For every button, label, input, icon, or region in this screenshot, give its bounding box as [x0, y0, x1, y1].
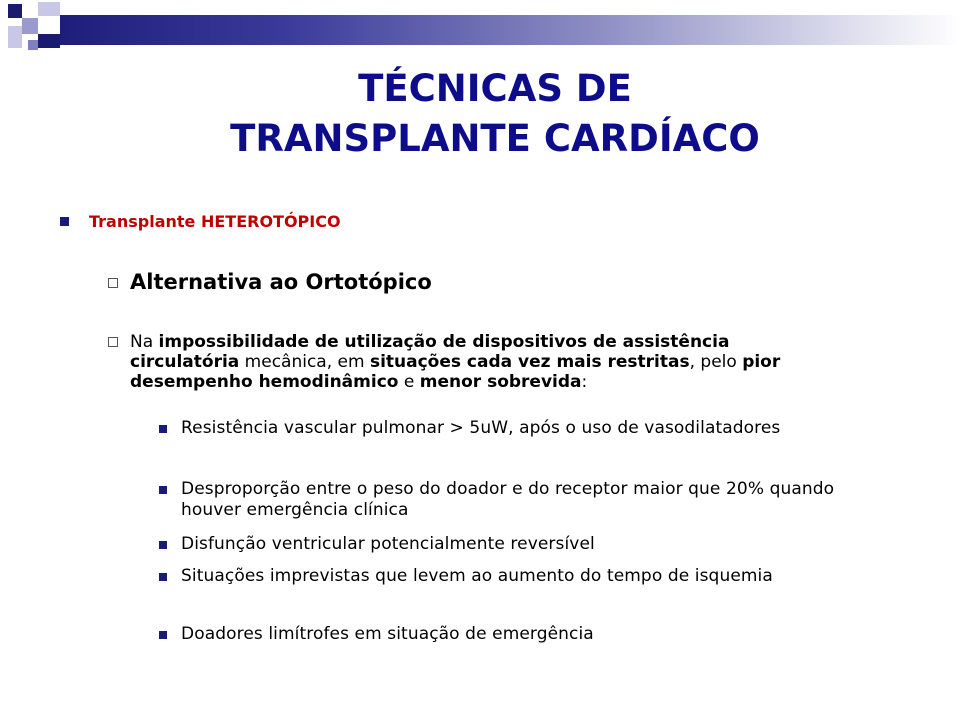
- bold-run: menor sobrevida: [419, 372, 582, 392]
- bullet-heterotopic: [60, 212, 341, 231]
- description-paragraph: [108, 332, 843, 392]
- text-run: :: [581, 372, 588, 392]
- hollow-square-bullet-icon: [108, 278, 118, 288]
- paragraph-text: [130, 332, 843, 392]
- deco-square: [22, 18, 38, 34]
- list-item: [159, 624, 864, 645]
- deco-square: [38, 2, 60, 16]
- deco-square: [8, 4, 22, 18]
- deco-square: [28, 40, 38, 50]
- square-bullet-icon: [159, 573, 167, 581]
- square-bullet-icon: [159, 631, 167, 639]
- square-bullet-icon: [60, 217, 69, 226]
- square-bullet-icon: [159, 486, 167, 494]
- title-line-2: TRANSPLANTE CARDÍACO: [230, 117, 760, 160]
- sub-heading: [108, 270, 432, 294]
- list-item: [159, 566, 864, 587]
- slide-title: [150, 64, 840, 164]
- bold-run: impossibilidade de utilização de dispositivos de assistência circulatória: [130, 332, 730, 372]
- title-line-1: TÉCNICAS DE: [358, 67, 632, 110]
- header-gradient-bar: [60, 15, 960, 45]
- bullet-label: Transplante HETEROTÓPICO: [89, 212, 341, 231]
- list-item-text: Desproporção entre o peso do doador e do receptor maior que 20% quando houver emergência clínica: [181, 479, 835, 520]
- list-item-text: Doadores limítrofes em situação de emergência: [181, 624, 594, 644]
- bold-run: situações cada vez mais restritas: [369, 352, 690, 372]
- text-run: mecânica, em: [239, 352, 370, 372]
- list-item: [159, 418, 864, 439]
- text-run: Na: [130, 332, 159, 352]
- list-item-text: Disfunção ventricular potencialmente reversível: [181, 534, 595, 554]
- square-bullet-icon: [159, 541, 167, 549]
- bold-run: pior desempenho hemodinâmico: [130, 352, 781, 392]
- text-run: , pelo: [689, 352, 743, 372]
- text-run: e: [398, 372, 420, 392]
- list-item: [159, 534, 864, 555]
- sub-heading-text: Alternativa ao Ortotópico: [130, 270, 432, 294]
- deco-square: [8, 26, 22, 48]
- hollow-square-bullet-icon: [108, 337, 118, 347]
- list-item-text: Situações imprevistas que levem ao aumento do tempo de isquemia: [181, 566, 773, 586]
- list-item-text: Resistência vascular pulmonar > 5uW, após o uso de vasodilatadores: [181, 418, 781, 438]
- square-bullet-icon: [159, 425, 167, 433]
- list-item: [159, 479, 864, 521]
- deco-square: [38, 34, 60, 48]
